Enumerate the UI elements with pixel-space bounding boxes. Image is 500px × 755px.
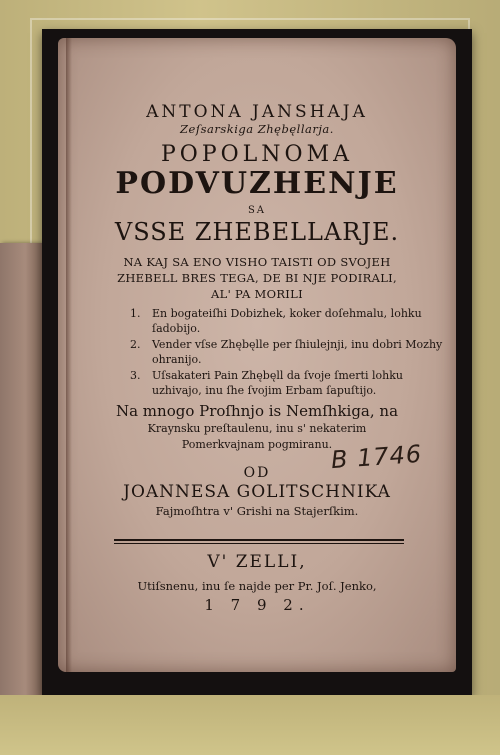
contents-number: 1. [130, 307, 141, 320]
description-line: Pomerkvajnam pogmiranu. [181, 438, 333, 451]
contents-item [130, 368, 450, 398]
publication-year: 1 7 9 2. [204, 596, 310, 614]
title-line-1: POPOLNOMA [161, 142, 353, 167]
contents-list [130, 306, 450, 399]
handwritten-shelfmark: B 1746 [330, 439, 424, 475]
subtitle-line: NA KAJ SA ENO VISHO TAISTI OD SVOJEH [123, 255, 391, 269]
description-line: Na mnogo Proſhnjo is Nemſhkiga, na [115, 402, 399, 420]
title-line-3: VSSE ZHEBELLARJE. [114, 218, 400, 246]
place-of-printing: V' ZELLI, [207, 552, 307, 572]
contents-item [130, 337, 450, 367]
title-line-2: PODVUZHENJE [115, 166, 399, 201]
contents-text: Vender vſse Zhębęlle per ſhiulejnji, inu dobri Mozhy ohranijo. [152, 338, 443, 366]
by-word: OD [243, 465, 271, 481]
contents-text: Uſsakateri Pain Zhębęll da ſvoje ſmerti lohku uzhivajo, inu ſhe ſvojim Erbam ſapuſtijo. [152, 369, 403, 397]
contents-text: En bogateiſhi Dobizhek, koker doſehmalu, lohku ſadobijo. [152, 307, 422, 335]
adjacent-page [0, 243, 42, 755]
contents-number: 2. [130, 338, 141, 351]
imprint-line: Utiſsnenu, inu ſe najde per Pr. Joſ. Jenko, [137, 579, 377, 593]
translator-role: Fajmoſhtra v' Grishi na Stajerſkim. [155, 504, 359, 518]
title-page [58, 38, 456, 672]
subtitle-line: AL' PA MORILI [211, 287, 303, 301]
translator-name: JOANNESA GOLITSCHNIKA [123, 482, 391, 502]
author-role: Zeſsarskiga Zhębęllarja. [180, 122, 334, 136]
title-line-3-prefix: SA [247, 205, 267, 216]
display-case-bottom [0, 695, 500, 755]
description-line: Kraynsku preſtaulenu, inu s' nekaterim [147, 422, 367, 435]
contents-item [130, 306, 450, 336]
contents-number: 3. [130, 369, 141, 382]
author-name: ANTONA JANSHAJA [146, 102, 368, 122]
double-rule-divider [114, 539, 404, 541]
subtitle-line: ZHEBELL BRES TEGA, DE BI NJE PODIRALI, [117, 271, 397, 285]
